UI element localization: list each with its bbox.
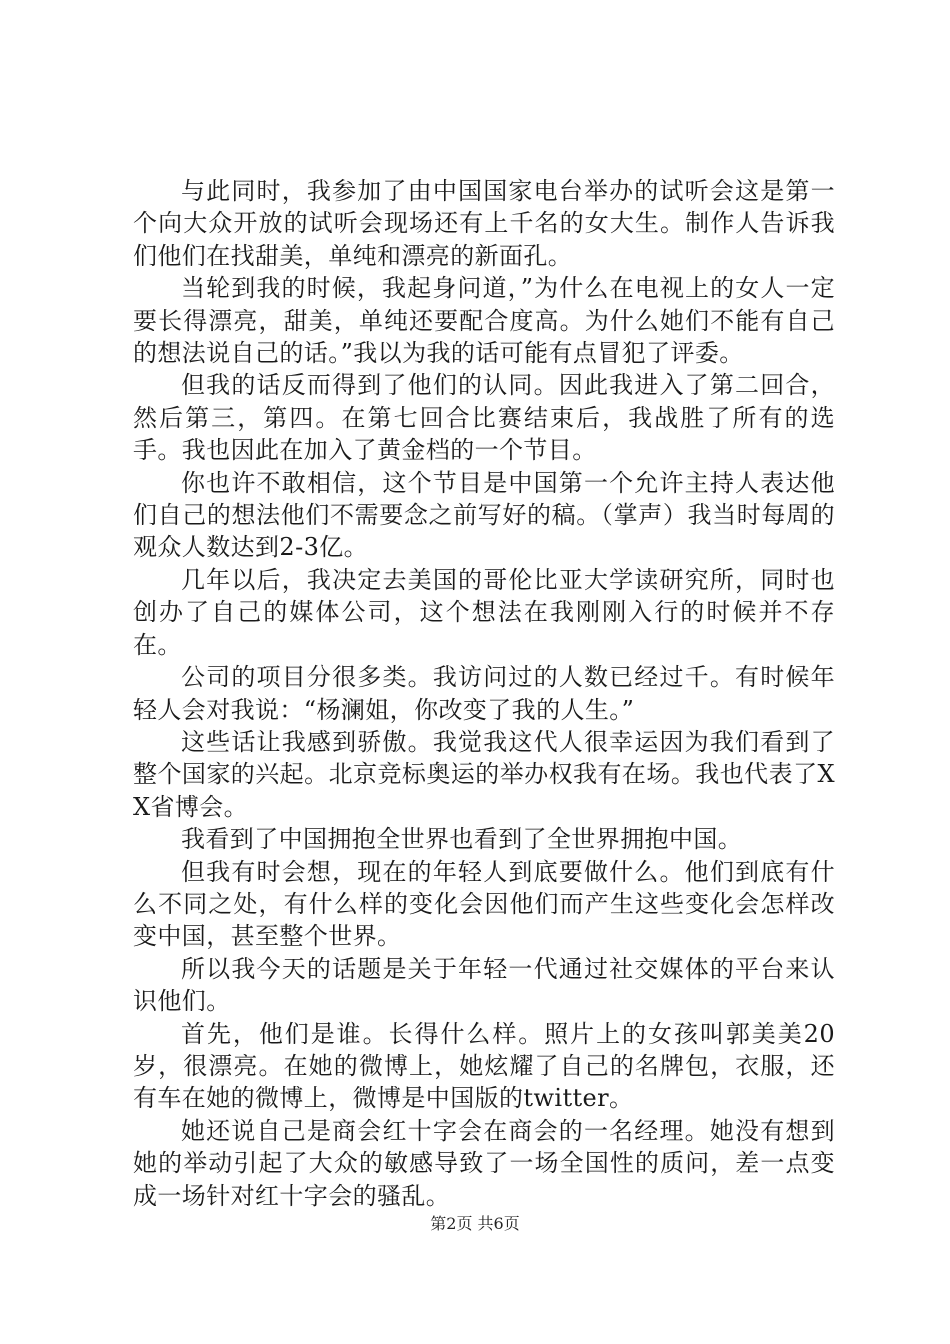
page-number-footer: 第2页 共6页	[430, 1214, 520, 1233]
paragraph: 与此同时，我参加了由中国国家电台举办的试听会这是第一个向大众开放的试听会现场还有上千名的女大生。制作人告诉我们他们在找甜美，单纯和漂亮的新面孔。	[133, 177, 835, 270]
paragraph: 这些话让我感到骄傲。我觉我这代人很幸运因为我们看到了整个国家的兴起。北京竞标奥运的举办权我有在场。我也代表了XX省博会。	[133, 727, 835, 821]
paragraph: 几年以后，我决定去美国的哥伦比亚大学读研究所，同时也创办了自己的媒体公司，这个想法在我刚刚入行的时候并不存在。	[133, 565, 835, 659]
paragraph: 她还说自己是商会红十字会在商会的一名经理。她没有想到她的举动引起了大众的敏感导致了一场全国性的质问，差一点变成一场针对红十字会的骚乱。	[133, 1116, 835, 1210]
paragraph: 但我有时会想，现在的年轻人到底要做什么。他们到底有什么不同之处，有什么样的变化会因他们而产生这些变化会怎样改变中国，甚至整个世界。	[133, 857, 835, 951]
paragraph: 我看到了中国拥抱全世界也看到了全世界拥抱中国。	[181, 825, 743, 854]
paragraph: 首先，他们是谁。长得什么样。照片上的女孩叫郭美美20岁，很漂亮。在她的微博上，她炫耀了自己的名牌包，衣服，还有车在她的微博上，微博是中国版的twitter。	[133, 1019, 835, 1113]
paragraph: 当轮到我的时候，我起身问道，”为什么在电视上的女人一定要长得漂亮，甜美，单纯还要配合度高。为什么她们不能有自己的想法说自己的话。”我以为我的话可能有点冒犯了评委。	[133, 274, 835, 368]
paragraph: 但我的话反而得到了他们的认同。因此我进入了第二回合，然后第三，第四。在第七回合比赛结束后，我战胜了所有的选手。我也因此在加入了黄金档的一个节目。	[133, 371, 835, 465]
document-body	[133, 175, 835, 1212]
paragraph: 所以我今天的话题是关于年轻一代通过社交媒体的平台来认识他们。	[133, 954, 835, 1016]
paragraph: 你也许不敢相信，这个节目是中国第一个允许主持人表达他们自己的想法他们不需要念之前写好的稿。（掌声）我当时每周的观众人数达到2-3亿。	[133, 468, 835, 562]
paragraph: 公司的项目分很多类。我访问过的人数已经过千。有时候年轻人会对我说：“杨澜姐，你改变了我的人生。”	[133, 663, 835, 724]
